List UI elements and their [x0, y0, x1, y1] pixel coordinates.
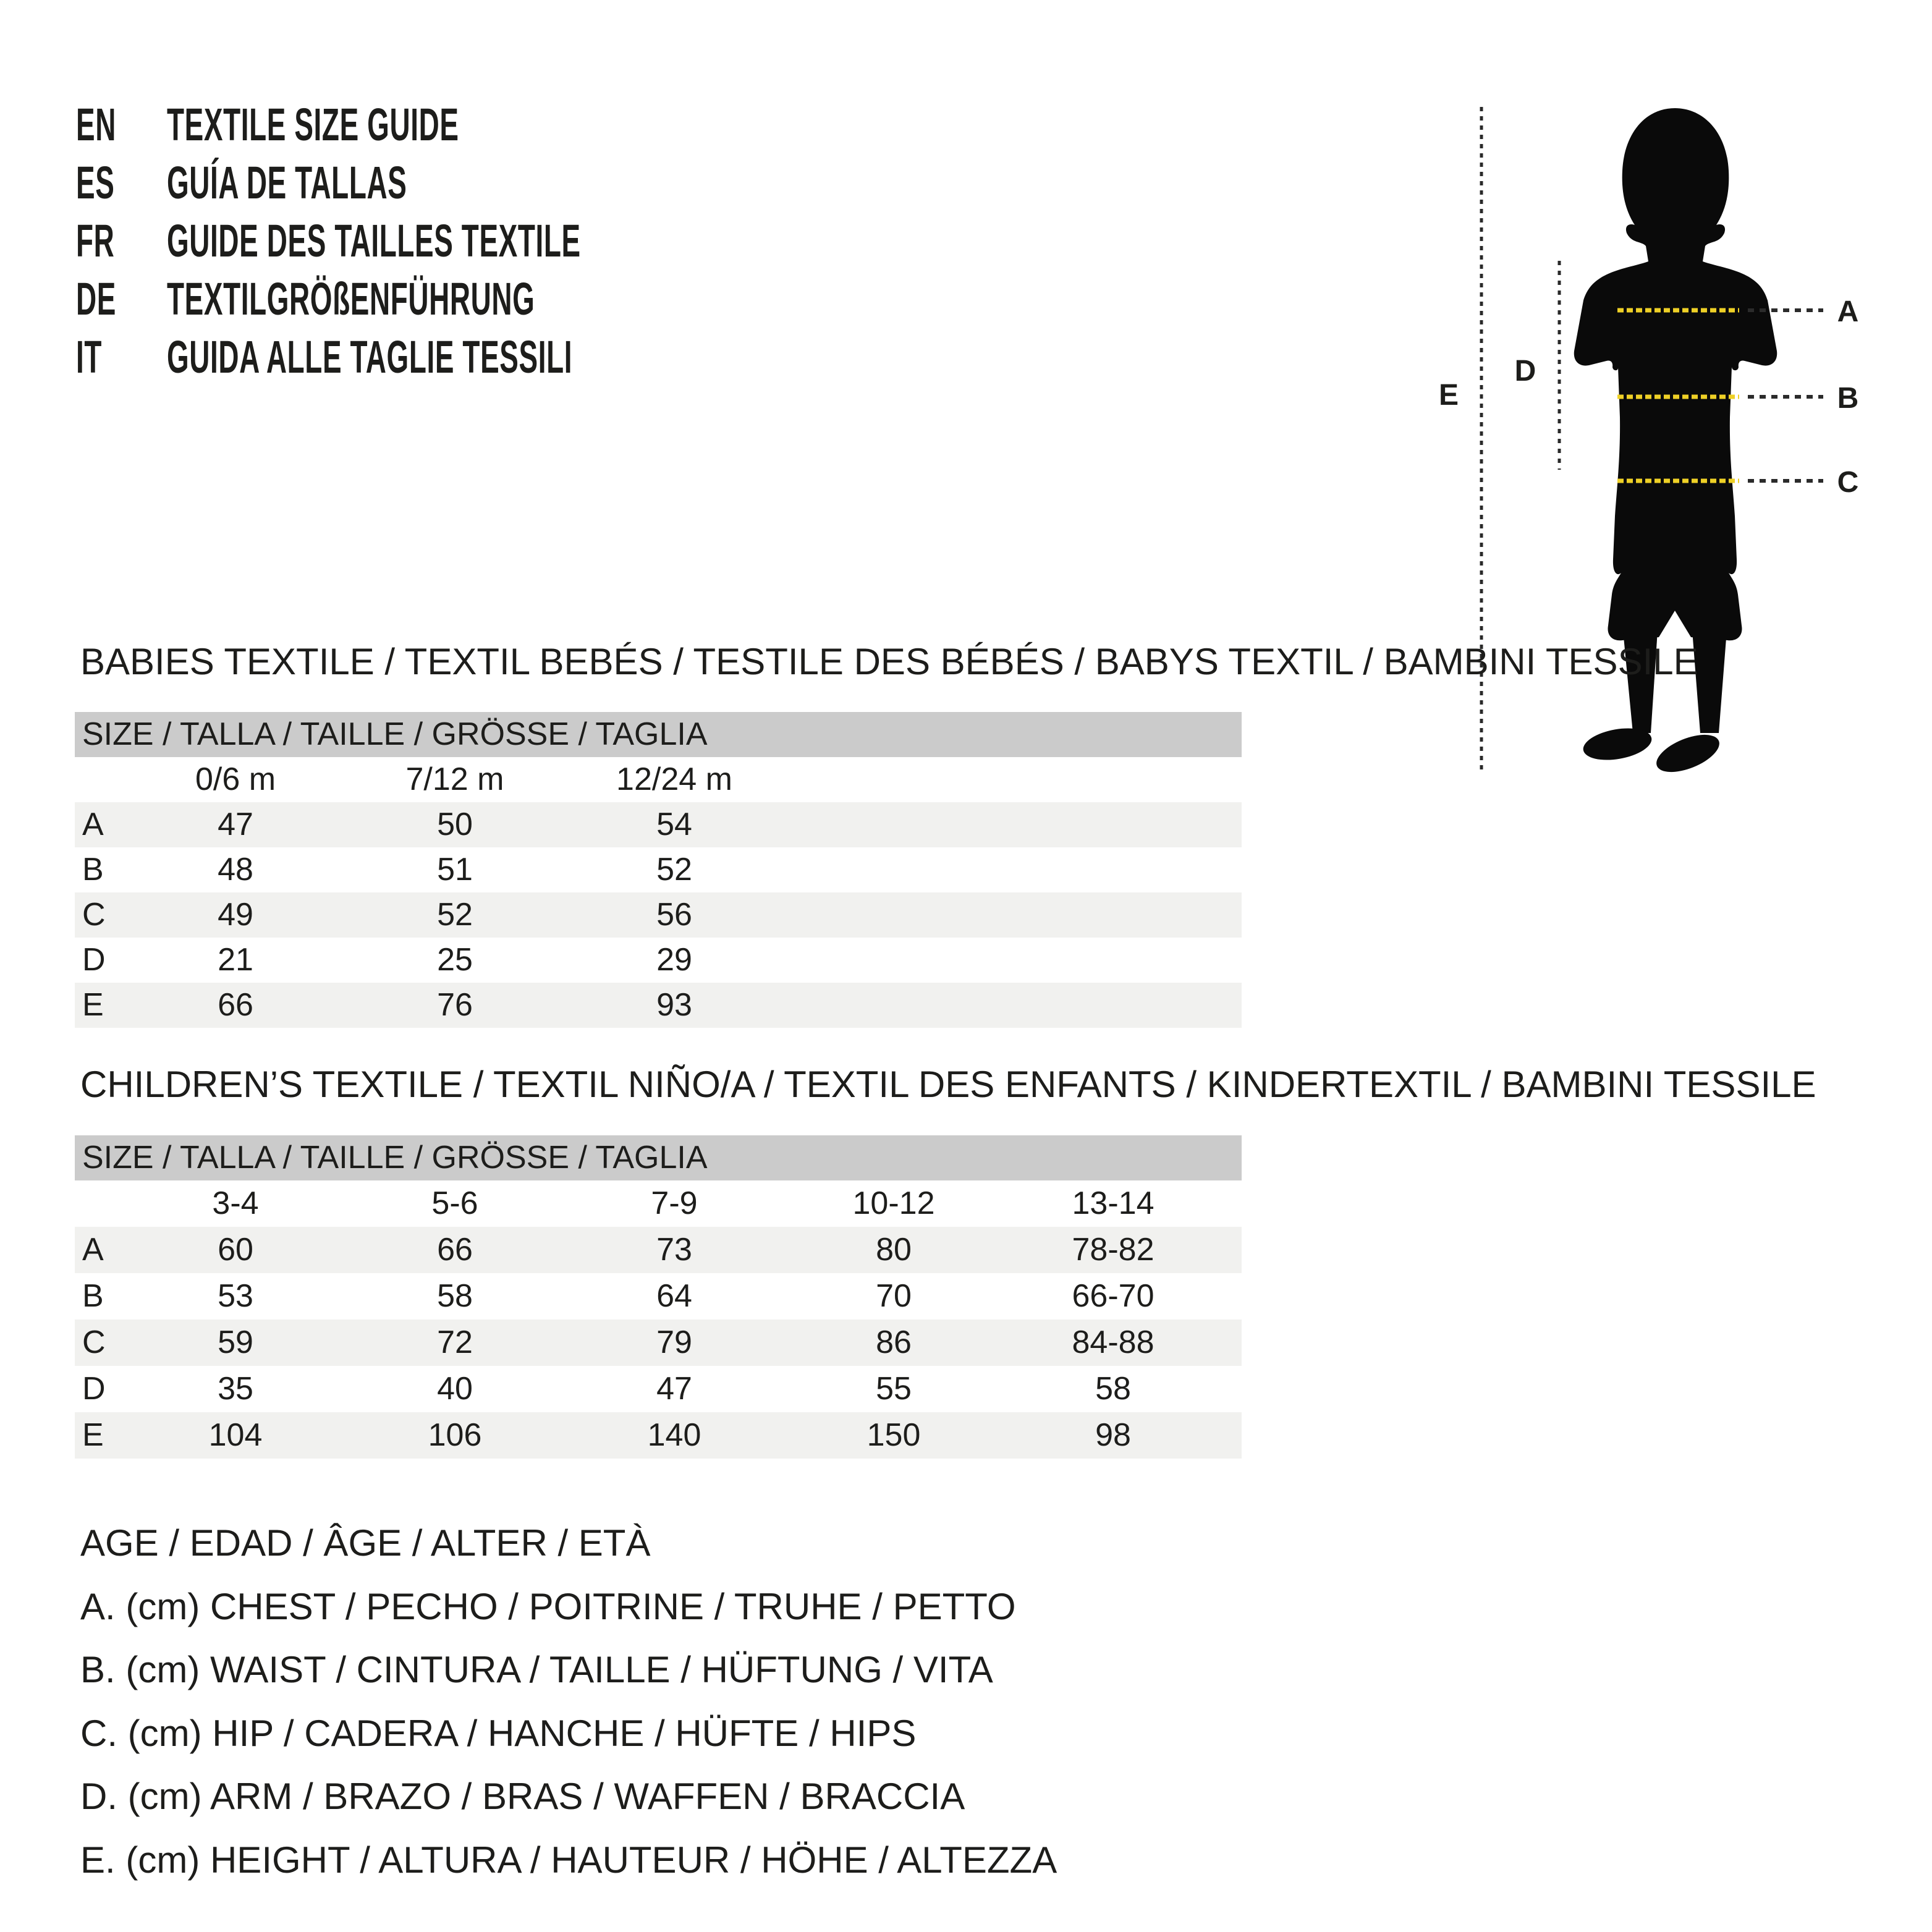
marker-arm-D: D — [1514, 355, 1536, 388]
children-value-cell: 106 — [428, 1417, 482, 1453]
children-table-row-D — [75, 1366, 1242, 1412]
row-label-A: A — [82, 1232, 104, 1268]
children-value-cell: 79 — [656, 1324, 692, 1360]
children-value-cell: 35 — [218, 1371, 253, 1407]
guide-title-fr: GUIDE DES TAILLES TEXTILE — [167, 215, 581, 266]
babies-value-cell: 47 — [218, 807, 253, 842]
row-label-E: E — [82, 987, 104, 1023]
guide-title-en: TEXTILE SIZE GUIDE — [167, 99, 459, 150]
marker-height-E: E — [1438, 379, 1459, 412]
legend-line-2: B. (cm) WAIST / CINTURA / TAILLE / HÜFTUNG / VITA — [80, 1649, 993, 1690]
children-value-cell: 86 — [876, 1324, 912, 1360]
children-value-cell: 40 — [437, 1371, 473, 1407]
babies-column-header-row — [75, 757, 1242, 802]
babies-table-row-D — [75, 938, 1242, 983]
guide-title-it: GUIDA ALLE TAGLIE TESSILI — [167, 331, 573, 383]
children-value-cell: 70 — [876, 1278, 912, 1314]
babies-size-table — [75, 712, 1242, 1028]
babies-table-row-A — [75, 802, 1242, 847]
babies-value-cell: 52 — [656, 852, 692, 888]
babies-value-cell: 52 — [437, 897, 473, 933]
children-value-cell: 84-88 — [1072, 1324, 1155, 1360]
babies-value-cell: 48 — [218, 852, 253, 888]
language-code: FR — [76, 215, 115, 266]
children-value-cell: 60 — [218, 1232, 253, 1268]
children-column-header: 13-14 — [1072, 1185, 1155, 1221]
children-table-row-B — [75, 1273, 1242, 1320]
children-column-header: 3-4 — [212, 1185, 259, 1221]
children-value-cell: 58 — [437, 1278, 473, 1314]
row-label-C: C — [82, 1324, 106, 1360]
babies-column-header: 7/12 m — [405, 761, 504, 797]
babies-value-cell: 25 — [437, 942, 473, 978]
language-code: IT — [76, 331, 103, 383]
language-code: ES — [76, 157, 115, 208]
babies-table-row-C — [75, 892, 1242, 938]
children-value-cell: 98 — [1095, 1417, 1131, 1453]
children-column-header-row — [75, 1180, 1242, 1227]
babies-size-header-bar — [75, 712, 1242, 757]
babies-column-header: 12/24 m — [616, 761, 732, 797]
children-value-cell: 64 — [656, 1278, 692, 1314]
legend-line-0: AGE / EDAD / ÂGE / ALTER / ETÀ — [80, 1522, 651, 1564]
children-value-cell: 58 — [1095, 1371, 1131, 1407]
children-size-header-bar — [75, 1135, 1242, 1180]
guide-title-de: TEXTILGRÖßENFÜHRUNG — [167, 273, 535, 324]
legend-line-5: E. (cm) HEIGHT / ALTURA / HAUTEUR / HÖHE / ALTEZZA — [80, 1839, 1057, 1881]
marker-chest-A: A — [1837, 295, 1859, 328]
children-value-cell: 78-82 — [1072, 1232, 1155, 1268]
babies-value-cell: 29 — [656, 942, 692, 978]
size-header-label: SIZE / TALLA / TAILLE / GRÖSSE / TAGLIA — [82, 716, 708, 752]
babies-table-row-B — [75, 847, 1242, 892]
babies-value-cell: 56 — [656, 897, 692, 933]
children-value-cell: 104 — [208, 1417, 263, 1453]
children-column-header: 7-9 — [651, 1185, 698, 1221]
children-value-cell: 73 — [656, 1232, 692, 1268]
language-code: DE — [76, 273, 116, 324]
children-value-cell: 55 — [876, 1371, 912, 1407]
children-value-cell: 66 — [437, 1232, 473, 1268]
babies-value-cell: 54 — [656, 807, 692, 842]
babies-value-cell: 76 — [437, 987, 473, 1023]
row-label-E: E — [82, 1417, 104, 1453]
babies-value-cell: 66 — [218, 987, 253, 1023]
babies-column-header: 0/6 m — [195, 761, 276, 797]
children-table-row-C — [75, 1320, 1242, 1366]
children-size-table — [75, 1135, 1242, 1459]
row-label-B: B — [82, 852, 104, 888]
language-code: EN — [76, 99, 116, 150]
babies-table-row-E — [75, 983, 1242, 1028]
children-value-cell: 66-70 — [1072, 1278, 1155, 1314]
children-value-cell: 47 — [656, 1371, 692, 1407]
children-table-row-E — [75, 1412, 1242, 1459]
marker-waist-B: B — [1837, 382, 1859, 415]
babies-value-cell: 21 — [218, 942, 253, 978]
babies-value-cell: 93 — [656, 987, 692, 1023]
babies-value-cell: 50 — [437, 807, 473, 842]
children-section-title: CHILDREN’S TEXTILE / TEXTIL NIÑO/A / TEXTIL DES ENFANTS / KINDERTEXTIL / BAMBINI TESSILE — [80, 1064, 1816, 1105]
row-label-B: B — [82, 1278, 104, 1314]
children-value-cell: 59 — [218, 1324, 253, 1360]
children-value-cell: 80 — [876, 1232, 912, 1268]
babies-value-cell: 51 — [437, 852, 473, 888]
legend-line-1: A. (cm) CHEST / PECHO / POITRINE / TRUHE / PETTO — [80, 1585, 1016, 1627]
children-table-row-A — [75, 1227, 1242, 1273]
children-value-cell: 150 — [866, 1417, 921, 1453]
children-column-header: 10-12 — [852, 1185, 935, 1221]
marker-hip-C: C — [1837, 466, 1859, 499]
children-value-cell: 72 — [437, 1324, 473, 1360]
size-header-label: SIZE / TALLA / TAILLE / GRÖSSE / TAGLIA — [82, 1140, 708, 1176]
children-value-cell: 140 — [647, 1417, 701, 1453]
row-label-A: A — [82, 807, 104, 842]
row-label-D: D — [82, 1371, 106, 1407]
babies-section-title: BABIES TEXTILE / TEXTIL BEBÉS / TESTILE DES BÉBÉS / BABYS TEXTIL / BAMBINI TESSILE — [80, 641, 1698, 682]
row-label-C: C — [82, 897, 106, 933]
children-column-header: 5-6 — [431, 1185, 478, 1221]
babies-value-cell: 49 — [218, 897, 253, 933]
row-label-D: D — [82, 942, 106, 978]
legend-line-3: C. (cm) HIP / CADERA / HANCHE / HÜFTE / HIPS — [80, 1712, 917, 1754]
legend-line-4: D. (cm) ARM / BRAZO / BRAS / WAFFEN / BRACCIA — [80, 1776, 965, 1817]
guide-title-es: GUÍA DE TALLAS — [167, 157, 407, 208]
children-value-cell: 53 — [218, 1278, 253, 1314]
